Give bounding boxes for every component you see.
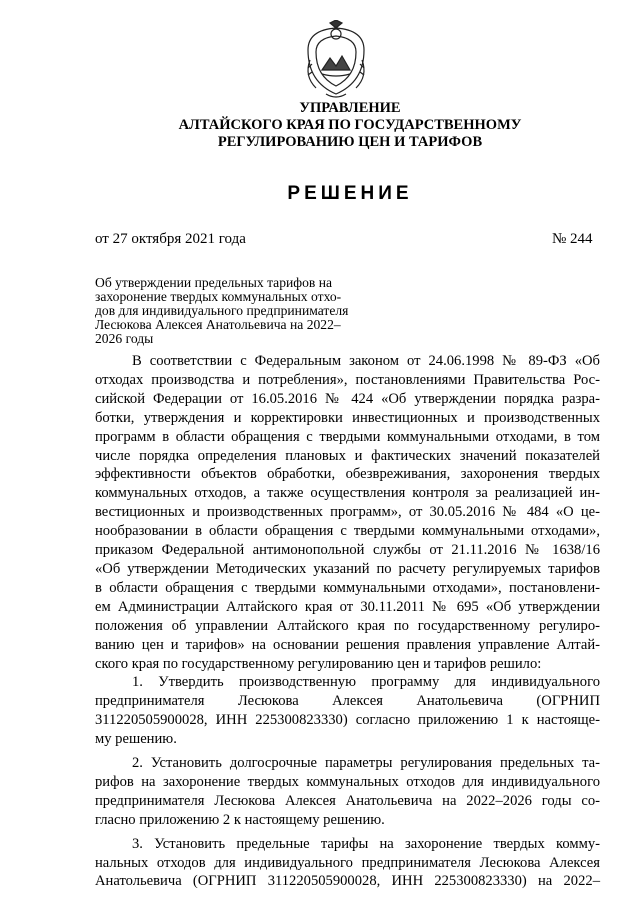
item-2-paragraph <box>95 754 600 830</box>
decision-body <box>95 352 600 891</box>
org-line-3: РЕГУЛИРОВАНИЮ ЦЕН И ТАРИФОВ <box>217 134 483 150</box>
body-line: 1. Утвердить производственную программу для индивидуального <box>132 674 600 691</box>
body-line: предпринимателя Лесюкова Алексея Анатольевича на 2022–2026 годы со- <box>95 792 600 809</box>
decision-date: от 27 октября 2021 года <box>95 231 246 247</box>
body-line: в области обращения с твердыми коммунальными отходами», постановлени- <box>95 579 600 596</box>
body-line: гласно приложению 2 к настоящему решению. <box>95 811 385 828</box>
document-title: РЕШЕНИЕ <box>287 183 413 204</box>
body-line: В соответствии с Федеральным законом от 24.06.1998 № 89-ФЗ «Об <box>132 353 600 369</box>
org-line-1: УПРАВЛЕНИЕ <box>299 100 401 116</box>
decision-subject <box>95 276 370 346</box>
decision-number: № 244 <box>552 231 593 247</box>
body-line: положения об управлении Алтайского края по государственному регулиро- <box>95 617 600 634</box>
body-line: ванию цен и тарифов» на основании решения правления управление Алтай- <box>95 636 600 653</box>
subject-line: Лесюкова Алексея Анатольевича на 2022– <box>95 317 341 332</box>
body-line: программ в области обращения с твердыми коммунальными отходами, в том <box>95 428 600 445</box>
body-line: предпринимателя Лесюкова Алексея Анатольевича (ОГРНИП <box>95 693 600 710</box>
body-line: приказом Федеральной антимонопольной службы от 21.11.2016 № 1638/16 <box>95 542 600 559</box>
body-line: числе порядка определения плановых и фактических значений показателей <box>95 447 600 464</box>
item-3-paragraph <box>95 835 600 892</box>
item-1-paragraph <box>95 673 600 749</box>
subject-line: Об утверждении предельных тарифов на <box>95 275 333 290</box>
body-line: эффективности объектов обработки, обезвреживания, захоронения твердых <box>95 466 600 483</box>
body-line: 3. Установить предельные тарифы на захоронение твердых комму- <box>132 835 600 852</box>
subject-line: дов для индивидуального предпринимателя <box>95 303 349 318</box>
body-line: сийской Федерации от 16.05.2016 № 424 «Об утверждении порядка разра- <box>95 390 600 407</box>
body-line: 311220505900028, ИНН 225300823330) согласно приложению 1 к настояще- <box>95 712 600 729</box>
body-line: ского края по государственному регулированию цен и тарифов решило: <box>95 655 542 672</box>
body-line: «Об утверждении Методических указаний по расчету регулируемых тарифов <box>95 560 600 577</box>
body-line: му решению. <box>95 731 177 748</box>
preamble-paragraph <box>95 352 600 673</box>
body-line: коммунальных отходов, а также осуществления контроля за реализацией ин- <box>95 485 600 502</box>
body-line: нообразовании в области обращения с твердыми коммунальными отходами», <box>95 523 600 540</box>
subject-line: 2026 годы <box>95 331 154 346</box>
body-line: нальных отходов для индивидуального предпринимателя Лесюкова Алексея <box>95 854 600 871</box>
body-line: Анатольевича (ОГРНИП 311220505900028, ИНН 225300823330) на 2022– <box>95 873 600 890</box>
body-line: рифов на захоронение твердых коммунальных отходов для индивидуального <box>95 773 600 790</box>
body-line: 2. Установить долгосрочные параметры регулирования предельных та- <box>132 755 600 772</box>
coat-of-arms-emblem <box>302 20 370 100</box>
body-line: вестиционных и производственных программ», от 30.05.2016 № 484 «О це- <box>95 504 600 521</box>
body-line: ем Администрации Алтайского края от 30.11.2011 № 695 «Об утверждении <box>95 598 600 615</box>
organization-name <box>100 100 600 151</box>
org-line-2: АЛТАЙСКОГО КРАЯ ПО ГОСУДАРСТВЕННОМУ <box>178 117 522 133</box>
body-line: отходах производства и потребления», постановлениями Правительства Рос- <box>95 371 600 388</box>
subject-line: захоронение твердых коммунальных отхо- <box>95 289 342 304</box>
body-line: ботки, утверждения и корректировки инвестиционных и производственных <box>95 409 600 426</box>
